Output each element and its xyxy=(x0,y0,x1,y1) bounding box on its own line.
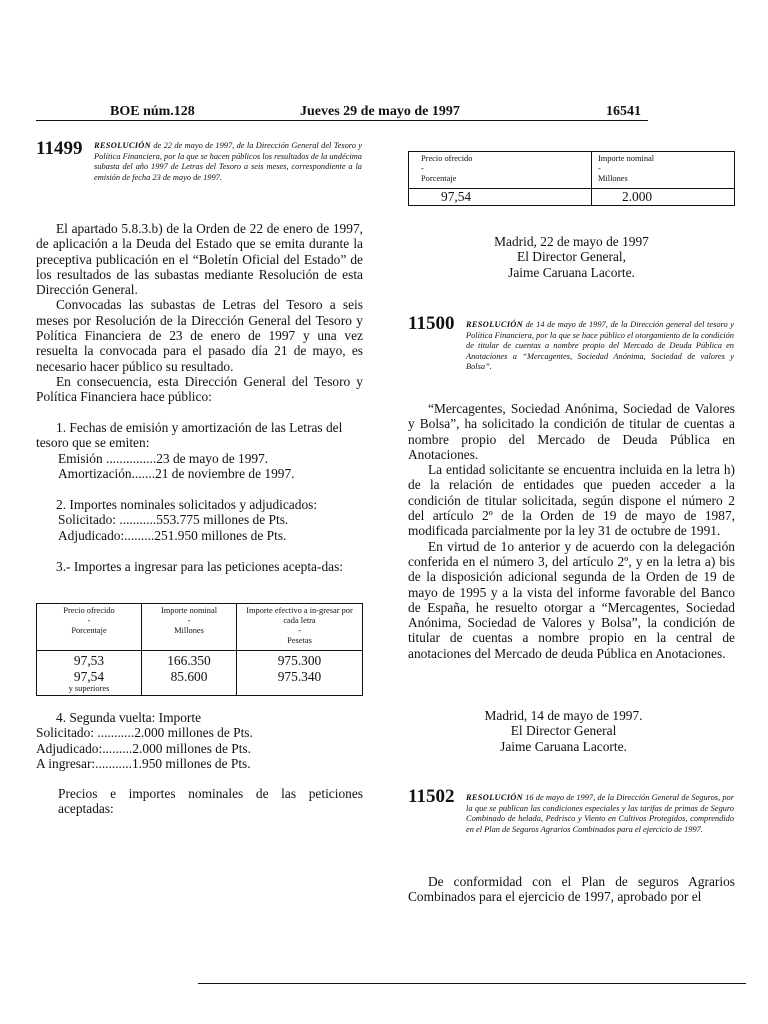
signature-11499 xyxy=(408,234,735,280)
price-cell xyxy=(37,669,142,696)
resolution-title-11502 xyxy=(466,793,734,835)
effective-cell: 975.340 xyxy=(237,669,363,696)
resolution-title-lead: RESOLUCIÓN xyxy=(94,141,151,150)
kv-row xyxy=(58,451,363,466)
section-title: 1. Fechas de emisión y amortización de las Letras del tesoro que se emiten: xyxy=(36,420,343,451)
paragraph: El apartado 5.8.3.b) de la Orden de 22 de enero de 1997, de aplicación a la Deuda del Estado que se emita durante la preceptiva publicación en el “Boletín Oficial del Estado” de los resultados de las subastas mediante Resolución de esta Dirección General. xyxy=(36,221,363,298)
kv-row xyxy=(36,756,363,771)
signature-11500 xyxy=(400,708,727,754)
sign-place-date: Madrid, 14 de mayo de 1997. xyxy=(484,708,643,723)
price-cell: 97,53 xyxy=(37,651,142,670)
paragraph: La entidad solicitante se encuentra incluida en la letra h) de la relación de entidades que pueden acceder a la condición de titular solicitada, según dispone el número 2 del artículo 2º de la Orden de 19 de mayo de 1987, modificada parcialmente por la ley 31 de octubre de 1991. xyxy=(408,462,735,539)
kv-value: 2.000 millones de Pts. xyxy=(132,740,251,756)
table-row xyxy=(37,651,363,670)
sign-role: El Director General, xyxy=(517,249,626,265)
kv-label: Solicitado: ........... xyxy=(36,725,135,741)
price-note: y superiores xyxy=(68,684,110,693)
kv-label: Adjudicado:......... xyxy=(36,740,133,756)
sign-name: Jaime Caruana Lacorte. xyxy=(508,264,635,280)
kv-row xyxy=(58,512,363,527)
price-cell: 97,54 xyxy=(409,189,592,206)
paragraph: De conformidad con el Plan de seguros Agrarios Combinados para el ejercicio de 1997, aprobado por el xyxy=(408,874,735,905)
resolution-title-lead: RESOLUCIÓN xyxy=(466,793,523,802)
resolution-title-text: de 14 de mayo de 1997, de la Dirección general del tesoro y Política Financiera, por la que se hace público el otorgamiento de la condición de titular de cuentas a nombre propio del Mercado de Deuda Pública en Anotaciones a “Mercagentes, Sociedad Anónima, Sociedad de valores y Bolsa”. xyxy=(466,320,734,372)
second-round-table xyxy=(408,151,735,206)
paragraph: “Mercagentes, Sociedad Anónima, Sociedad de Valores y Bolsa”, ha solicitado la condición de titular de cuentas a nombre propio del Mercado de Deuda Pública en Anotaciones. xyxy=(408,401,735,462)
kv-value: 251.950 millones de Pts. xyxy=(154,527,287,543)
page-number: 16541 xyxy=(606,104,641,119)
effective-cell: 975.300 xyxy=(237,651,363,670)
paragraph: Convocadas las subastas de Letras del Tesoro a seis meses por Resolución de la Dirección General del Tesoro y Política Financiera de 23 de enero de 1997 y una vez resuelta la convocada para el pasado día 21 de mayo, es necesario hacer público su resultado. xyxy=(36,297,363,374)
resolution-title-11500 xyxy=(466,320,734,373)
resolution-title-lead: RESOLUCIÓN xyxy=(466,320,523,329)
kv-value: 2.000 millones de Pts. xyxy=(134,725,253,741)
header-rule xyxy=(36,120,648,121)
column-header: Importe efectivo a in-gresar por cada letra - Pesetas xyxy=(237,604,363,651)
resolution-number-11499: 11499 xyxy=(36,138,83,159)
column-header: Importe nominal - Millones xyxy=(142,604,237,651)
column-header: Precio ofrecido - Porcentaje xyxy=(409,152,592,189)
kv-label: A ingresar:........... xyxy=(36,755,132,771)
kv-value: 1.950 millones de Pts. xyxy=(131,755,251,771)
paragraph: En virtud de 1o anterior y de acuerdo con la delegación conferida en el número 3, del artículo 2º, y en la letra a) bis de la disposición adicional segunda de la Orden de 19 de mayo de 1995 y a la vista del informe favorable del Banco de España, he resuelto otorgar a “Mercagentes, Sociedad Anónima, Sociedad de Valores y Bolsa”, la condición de titular de cuentas a nombre propio en la central de anotaciones del Mercado de deuda Pública en Anotaciones. xyxy=(408,538,735,661)
nominal-cell: 85.600 xyxy=(142,669,237,696)
section-1 xyxy=(36,420,363,481)
res11502-body xyxy=(408,874,735,905)
table-row xyxy=(37,669,363,696)
sign-role: El Director General xyxy=(510,723,617,739)
kv-label: Solicitado: ........... xyxy=(58,512,157,528)
kv-row xyxy=(36,725,363,740)
resolution-title-text: 16 de mayo de 1997, de la Dirección General de Seguros, por la que se publican las condiciones especiales y las tarifas de primas de Seguro Combinado de helada, Pedrisco y Viento en Cultivos Protegidos, comprendido en el Plan de Seguros Agrarios Combinados para el ejercicio de 1997. xyxy=(466,793,734,834)
kv-label: Amortización....... xyxy=(58,465,156,481)
column-header: Precio ofrecido - Porcentaje xyxy=(37,604,142,651)
kv-row xyxy=(58,528,363,543)
section-title: 2. Importes nominales solicitados y adjudicados: xyxy=(56,497,318,512)
resolution-number-11500: 11500 xyxy=(408,313,455,334)
results-table xyxy=(36,603,363,696)
footer-rule xyxy=(198,983,746,984)
left-column-body xyxy=(36,221,363,405)
section-5 xyxy=(58,786,363,817)
kv-value: 21 de noviembre de 1997. xyxy=(155,465,295,481)
section-2 xyxy=(36,497,363,543)
sign-place-date: Madrid, 22 de mayo de 1997 xyxy=(494,234,649,249)
table-row xyxy=(409,189,735,206)
resolution-title-text: de 22 de mayo de 1997, de la Dirección General del Tesoro y Política Financiera, por la que se hacen públicos los resultados de la undécima subasta del año 1997 de Letras del Tesoro a seis meses, correspondiente a la emisión de fecha 23 de mayo de 1997. xyxy=(94,141,362,182)
resolution-number-11502: 11502 xyxy=(408,786,455,807)
nominal-cell: 166.350 xyxy=(142,651,237,670)
column-header: Importe nominal - Millones xyxy=(592,152,735,189)
paragraph: En consecuencia, esta Dirección General del Tesoro y Política Financiera hace público: xyxy=(36,373,363,405)
section-title: 3.- Importes a ingresar para las peticiones acepta-das: xyxy=(56,559,344,574)
kv-row xyxy=(58,466,363,481)
sign-name: Jaime Caruana Lacorte. xyxy=(500,738,627,754)
paragraph: Precios e importes nominales de las peticiones aceptadas: xyxy=(58,786,363,817)
kv-row xyxy=(36,741,363,756)
resolution-title-11499 xyxy=(94,141,362,183)
section-4 xyxy=(36,710,363,771)
kv-value: 553.775 millones de Pts. xyxy=(156,512,289,528)
price-value: 97,54 xyxy=(73,669,105,684)
section-3 xyxy=(36,559,363,574)
section-title: 4. Segunda vuelta: Importe xyxy=(56,710,202,725)
boe-date: Jueves 29 de mayo de 1997 xyxy=(300,104,460,119)
boe-issue: BOE núm.128 xyxy=(110,104,195,119)
right-column-body xyxy=(408,401,735,661)
nominal-cell: 2.000 xyxy=(592,189,735,206)
kv-label: Emisión ............... xyxy=(58,450,157,466)
kv-value: 23 de mayo de 1997. xyxy=(156,450,269,466)
kv-label: Adjudicado:......... xyxy=(58,527,155,543)
